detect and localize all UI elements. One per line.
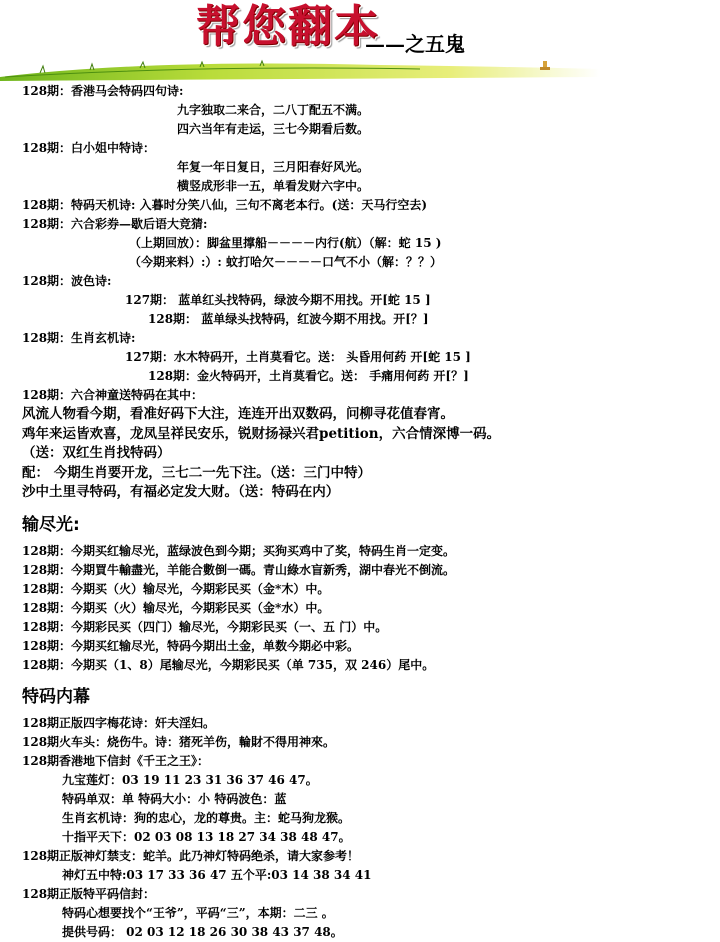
section3-line: 特码心想要找个“王爷”，平码“三”，本期：二三 。 <box>62 905 334 920</box>
document-body <box>22 82 712 942</box>
heading-inside-story: 特码内幕 <box>22 686 90 707</box>
section1-line: 128期：六合神童送特码在其中： <box>22 388 204 402</box>
section3-line: 十指平天下：02 03 08 13 18 27 34 38 48 47。 <box>62 829 351 844</box>
section1-line: （今期来料）:）: 蚊打哈欠－－－－口气不小（解：？？） <box>129 255 443 269</box>
section1-line: 128期： 蓝单绿头找特码，红波今期不用找。开[？] <box>148 312 429 326</box>
section1-line: 127期：水木特码开，土肖莫看它。送： 头昏用何药 开[蛇 15 ] <box>125 350 471 364</box>
section2-line: 128期：今期买（1、8）尾输尽光，今期彩民买（单 735，双 246）尾中。 <box>22 657 435 672</box>
section3-line: 128期正版神灯禁支：蛇羊。此乃神灯特码绝杀，请大家参考！ <box>22 848 360 863</box>
heading-lose-all: 输尽光: <box>22 514 80 535</box>
banner <box>0 0 720 82</box>
section1-line: 128期：生肖玄机诗: <box>22 331 136 345</box>
section1-line: 128期：六合彩券—歇后语大竞猜: <box>22 217 208 231</box>
section3-line: 提供号码： 02 03 12 18 26 30 38 43 37 48。 <box>62 924 343 939</box>
section1-line: 年复一年日复日，三月阳春好风光。 <box>177 160 370 174</box>
predictions-section <box>22 82 712 405</box>
section1-line: 128期：波色诗: <box>22 274 112 288</box>
section1-line: 四六当年有走运，三七今期看后数。 <box>177 122 370 136</box>
section2-line: 128期：今期买红输尽光，特码今期出土金，单数今期必中彩。 <box>22 638 360 653</box>
section1-line: 128期：白小姐中特诗： <box>22 141 156 155</box>
section1-line: 横竖成形非一五，单看发财六字中。 <box>177 179 370 193</box>
poem-line: （送：双红生肖找特码） <box>22 445 171 461</box>
poem-line: 鸡年来运皆欢喜，龙凤呈祥民安乐，锐财扬禄兴君petition，六合情深博一码。 <box>22 425 501 442</box>
section3-line: 128期火车头：烧伤牛。诗：猪死羊伤，輪財不得用神來。 <box>22 734 336 749</box>
section2-line: 128期：今期彩民买（四门）输尽光，今期彩民买（一、五 门）中。 <box>22 619 388 634</box>
section3-line: 128期香港地下信封《千王之王》： <box>22 753 210 768</box>
section1-line: 128期：特码天机诗: 入暮时分笑八仙，三句不离老本行。(送：天马行空去) <box>22 198 428 212</box>
section3-line: 128期正版特平码信封： <box>22 886 156 901</box>
section2-line: 128期：今期买红输尽光，蓝绿波色到今期；买狗买鸡中了奖，特码生肖一定变。 <box>22 543 456 558</box>
section2-line: 128期：今期买（火）输尽光，今期彩民买（金*水）中。 <box>22 600 330 615</box>
poem-line: 风流人物看今期，看准好码下大注，连连开出双数码，问柳寻花值春宵。 <box>22 406 454 422</box>
section3-line: 特码单双：单 特码大小：小 特码波色：蓝 <box>62 791 287 806</box>
section1-line: （上期回放）：脚盆里撑船－－－－内行(航）（解：蛇 15 ) <box>129 236 442 250</box>
banner-subtitle: ——之五鬼 <box>365 32 465 56</box>
banner-title: 帮您翻本 <box>196 1 380 52</box>
lose-all-section <box>22 542 712 675</box>
inside-story-section <box>22 714 712 942</box>
section3-line: 九宝莲灯：03 19 11 23 31 36 37 46 47。 <box>62 772 318 787</box>
grass-banner-graphic <box>0 55 720 83</box>
poem-line: 配： 今期生肖要开龙，三七二一先下注。（送：三门中特） <box>22 464 371 481</box>
section3-line: 神灯五中特:03 17 33 36 47 五个平:03 14 38 34 41 <box>62 867 372 882</box>
poem-line: 沙中土里寻特码，有福必定发大财。（送：特码在内） <box>22 484 340 500</box>
section1-line: 九字独取二来合，二八丁配五不满。 <box>177 103 370 117</box>
section3-line: 128期正版四字梅花诗：奸夫淫妇。 <box>22 715 216 730</box>
section1-line: 127期： 蓝单红头找特码，绿波今期不用找。开[蛇 15 ] <box>125 293 431 307</box>
section2-line: 128期：今期買牛輸盡光，羊能合數倒一碼。青山綠水盲新秀，湖中春光不倒流。 <box>22 562 456 577</box>
section1-line: 128期：金火特码开，土肖莫看它。送： 手痛用何药 开[？] <box>148 369 469 383</box>
poem-section <box>22 405 712 503</box>
section3-line: 生肖玄机诗：狗的忠心，龙的尊贵。主：蛇马狗龙猴。 <box>62 810 351 825</box>
section2-line: 128期：今期买（火）输尽光，今期彩民买（金*木）中。 <box>22 581 330 596</box>
section1-line: 128期：香港马会特码四句诗: <box>22 84 184 98</box>
